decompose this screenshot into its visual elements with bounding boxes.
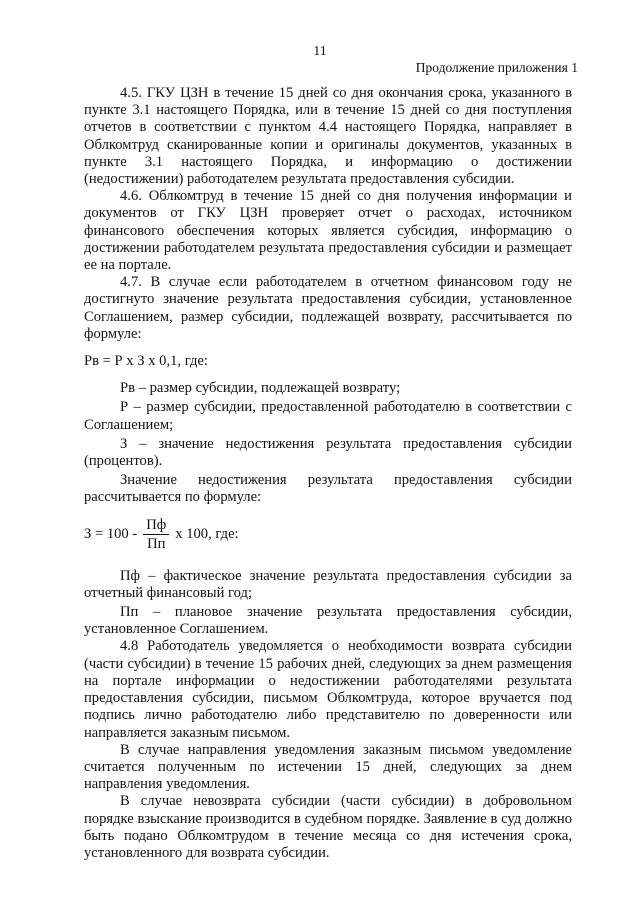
paragraph-notice: В случае направления уведомления заказным письмом уведомление считается полученным по истечении 15 дней, следующих за днем направления уведомления. <box>84 741 572 793</box>
formula-return-amount: Рв = Р х З х 0,1, где: <box>84 353 208 370</box>
formula-z-fraction <box>143 517 169 552</box>
paragraph-4-5: 4.5. ГКУ ЦЗН в течение 15 дней со дня окончания срока, указанного в пункте 3.1 настоящего Порядка, или в течение 15 дней со дня поступления отчетов в соответствии с пунктом 4.4 настоящего Порядка, направляет в Облкомтруд сканированные копии и оригиналы документов, указанных в пункте 3.1 настоящего Порядка, и информацию о достижении (недостижении) работодателем результата предоставления субсидии. <box>84 85 572 188</box>
formula-z-suffix: х 100, где: <box>175 525 239 542</box>
paragraph-court: В случае невозврата субсидии (части субсидии) в добровольном порядке взыскание производится в судебном порядке. Заявление в суд должно быть подано Облкомтрудом в течение месяца со дня истечения срока, установленного для возврата субсидии. <box>84 793 572 861</box>
definition-pf: Пф – фактическое значение результата предоставления субсидии за отчетный финансовый год; <box>84 567 572 601</box>
appendix-continuation-label: Продолжение приложения 1 <box>415 60 578 75</box>
formula-z-numerator: Пф <box>143 517 169 535</box>
paragraph-4-6: 4.6. Облкомтруд в течение 15 дней со дня получения информации и документов от ГКУ ЦЗН проверяет отчет о расходах, источником финансового обеспечения которых является субсидия, информацию о достижении работодателем результата предоставления субсидии и размещает ее на портале. <box>84 188 572 274</box>
definition-rv: Рв – размер субсидии, подлежащей возврату; <box>120 380 401 397</box>
definition-r: Р – размер субсидии, предоставленной работодателю в соответствии с Соглашением; <box>84 399 572 433</box>
paragraph-4-7: 4.7. В случае если работодателем в отчетном финансовом году не достигнуто значение результата предоставления субсидии, установленное Соглашением, размер субсидии, подлежащей возврату, рассчитывается по формуле: <box>84 274 572 342</box>
page-number: 11 <box>313 44 327 59</box>
definition-z: З – значение недостижения результата предоставления субсидии (процентов). <box>84 435 572 470</box>
paragraph-z-formula-intro: Значение недостижения результата предоставления субсидии рассчитывается по формуле: <box>84 472 572 506</box>
paragraph-4-8: 4.8 Работодатель уведомляется о необходимости возврата субсидии (части субсидии) в течение 15 рабочих дней, следующих за днем размещения на портале информации о недостижении работодателями результата предоставления субсидии, письмом Облкомтруда, которое вручается под подпись лично работодателю либо представителю по доверенности или направляется заказным письмом. <box>84 638 572 741</box>
document-body <box>84 85 572 862</box>
definition-pp: Пп – плановое значение результата предоставления субсидии, установленное Соглашением. <box>84 604 572 638</box>
formula-non-achievement <box>84 517 572 552</box>
formula-z-prefix: З = 100 - <box>84 525 138 542</box>
formula-z-denominator: Пп <box>147 535 166 552</box>
